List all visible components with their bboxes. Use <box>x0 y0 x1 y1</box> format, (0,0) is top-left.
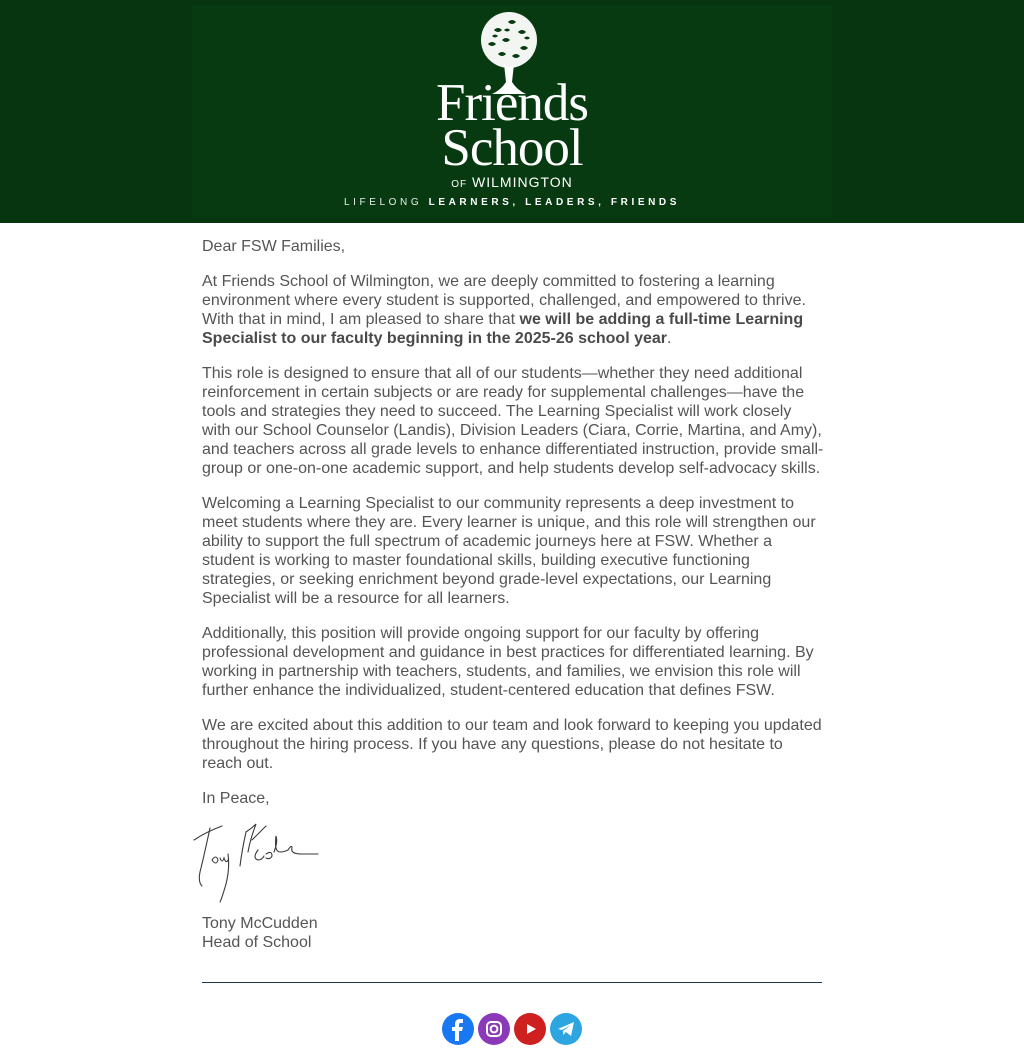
youtube-icon[interactable] <box>514 1013 546 1045</box>
paragraph-2: This role is designed to ensure that all of our students—whether they need additional reinforcement in certain subjects or are ready for supplemental challenges—have the tools and strategies they need to succeed. The Learning Specialist will work closely with our School Counselor (Landis), Division Leaders (Ciara, Corrie, Martina, and Amy), and teachers across all grade levels to enhance differentiated instruction, provide small-group or one-on-one academic support, and help students develop self-advocacy skills. <box>202 365 824 477</box>
telegram-icon[interactable] <box>550 1013 582 1045</box>
logo-place-text: WILMINGTON <box>472 174 573 190</box>
header-band <box>0 0 1024 223</box>
signer-title: Head of School <box>202 934 312 951</box>
tagline-bold: LEARNERS, LEADERS, FRIENDS <box>428 197 681 208</box>
footer-divider <box>202 982 822 983</box>
logo-of-text: OF <box>451 179 468 190</box>
letter-body <box>202 237 824 824</box>
paragraph-3: Welcoming a Learning Specialist to our community represents a deep investment to meet students where they are. Every learner is unique, and this role will strengthen our ability to support the full spectrum of academic journeys here at FSW. Whether a student is working to master foundational skills, building executive functioning strategies, or seeking enrichment beyond grade-level expectations, our Learning Specialist will be a resource for all learners. <box>202 495 816 607</box>
signature-image <box>192 820 322 906</box>
paragraph-1 <box>202 272 824 348</box>
salutation: Dear FSW Families, <box>202 238 346 255</box>
p1-text: At Friends School of Wilmington, we are deeply committed to fostering a learning environment where every student is supported, challenged, and empowered to thrive. With that in mind, I am pleased to share that <box>202 273 806 328</box>
tagline-light: LIFELONG <box>343 197 423 208</box>
p1-end: . <box>667 330 672 347</box>
instagram-icon[interactable] <box>478 1013 510 1045</box>
paragraph-5: We are excited about this addition to our team and look forward to keeping you updated throughout the hiring process. If you have any questions, please do not hesitate to reach out. <box>202 717 822 772</box>
logo-wordmark-friends: Friends <box>436 74 588 132</box>
signer-name: Tony McCudden <box>202 915 318 932</box>
p1-bold-text: we will be adding a full-time Learning Specialist to our faculty beginning in the 2025-26 school year <box>202 311 804 347</box>
paragraph-4: Additionally, this position will provide ongoing support for our faculty by offering professional development and guidance in best practices for differentiated learning. By working in partnership with teachers, students, and families, we envision this role will further enhance the individualized, student-centered education that defines FSW. <box>202 625 814 699</box>
school-logo[interactable] <box>192 5 832 218</box>
signer-block <box>202 914 318 952</box>
logo-wordmark-school: School <box>441 119 583 177</box>
facebook-icon[interactable] <box>442 1013 474 1045</box>
logo-location <box>192 174 832 193</box>
closing: In Peace, <box>202 790 270 807</box>
tagline <box>192 196 832 210</box>
